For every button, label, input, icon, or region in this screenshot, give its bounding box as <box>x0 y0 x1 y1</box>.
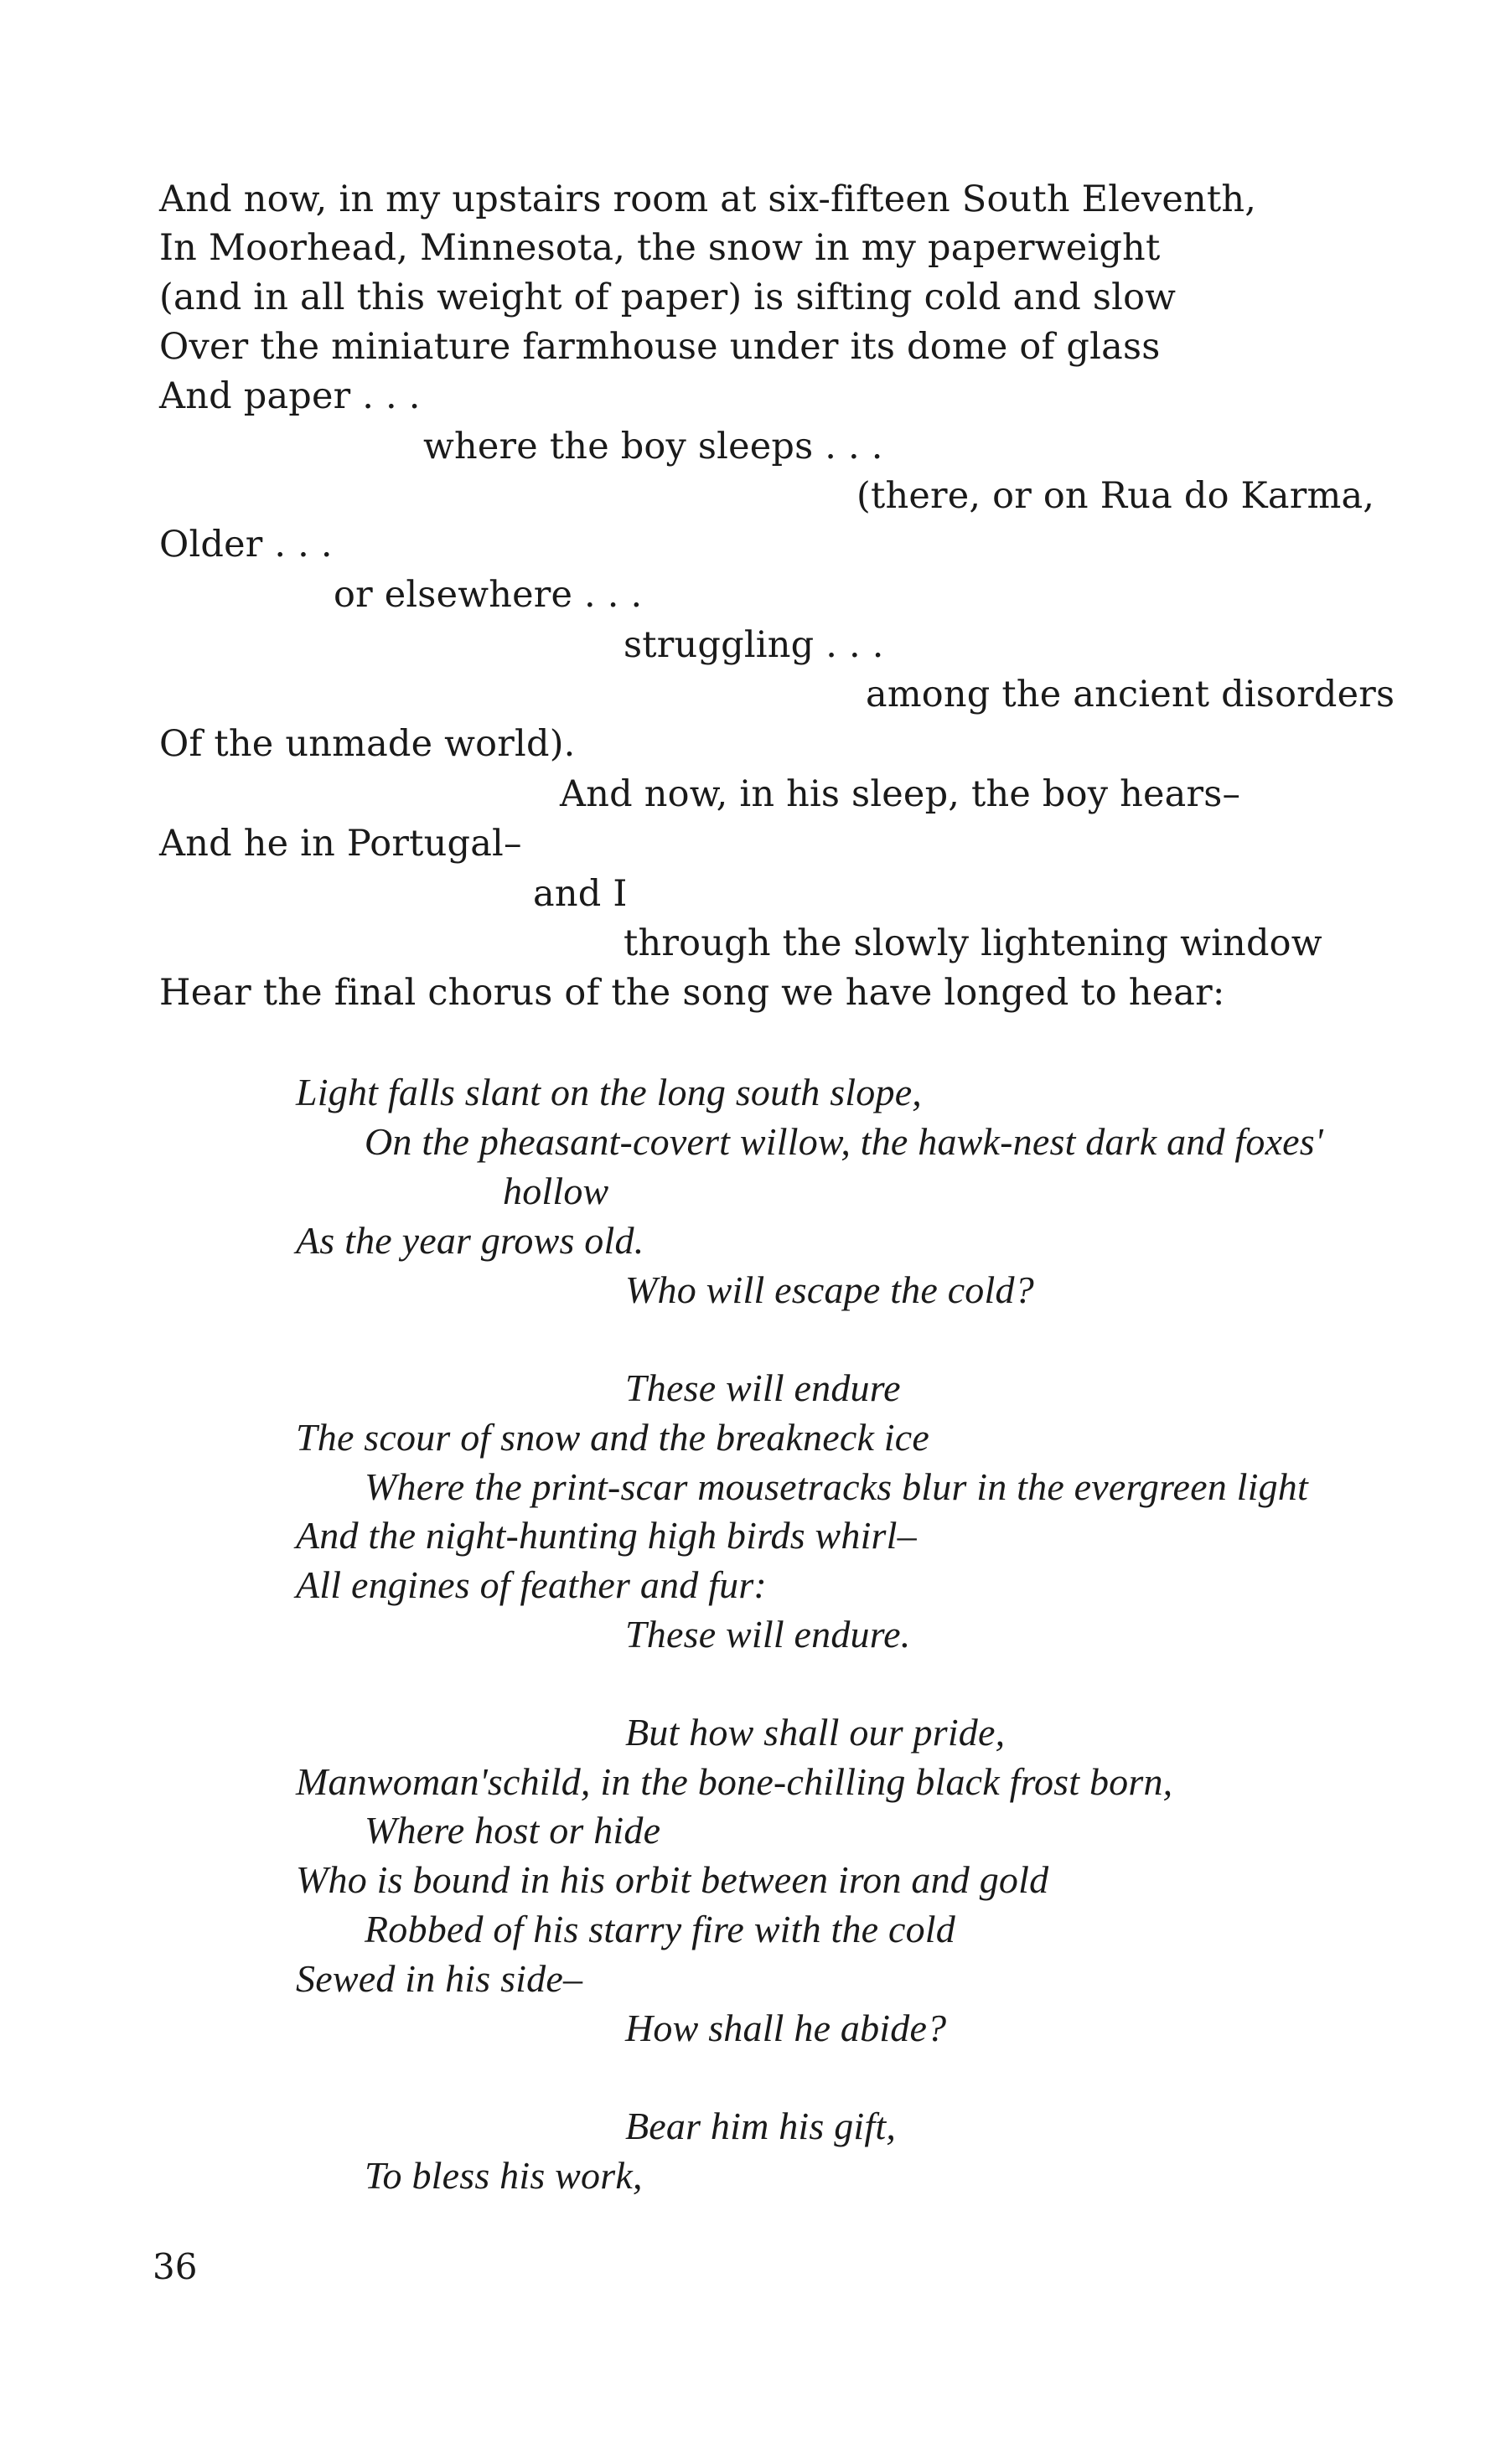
poem-line: Older . . . <box>159 524 333 566</box>
poem-line: or elsewhere . . . <box>334 574 643 616</box>
poem-line: through the slowly lightening window <box>624 922 1322 964</box>
chorus-line: These will endure. <box>625 1613 911 1656</box>
poem-line: (there, or on Rua do Karma, <box>856 475 1375 517</box>
poem-line: And now, in his sleep, the boy hears– <box>560 773 1241 815</box>
poem-line: (and in all this weight of paper) is sifting cold and slow <box>159 276 1177 318</box>
chorus-line: Manwoman'schild, in the bone-chilling black frost born, <box>296 1760 1173 1803</box>
poem-line: Over the miniature farmhouse under its dome of glass <box>159 326 1161 368</box>
poem-line: And paper . . . <box>159 375 421 417</box>
chorus-line: To bless his work, <box>365 2154 643 2197</box>
chorus-line: Robbed of his starry fire with the cold <box>365 1908 955 1950</box>
chorus-line: Where host or hide <box>365 1809 661 1852</box>
chorus-line: Where the print-scar mousetracks blur in the evergreen light <box>365 1465 1308 1508</box>
chorus-line: Bear him his gift, <box>625 2105 897 2147</box>
chorus-line: The scour of snow and the breakneck ice <box>296 1416 929 1459</box>
chorus-line: All engines of feather and fur: <box>296 1563 767 1606</box>
poem-line: Of the unmade world). <box>159 723 576 765</box>
poem-line: Hear the final chorus of the song we have longed to hear: <box>159 972 1225 1014</box>
chorus-line: How shall he abide? <box>625 2007 947 2049</box>
poem-line: where the boy sleeps . . . <box>423 426 883 467</box>
chorus-line: On the pheasant-covert willow, the hawk-nest dark and foxes' <box>365 1120 1323 1163</box>
poem-line: In Moorhead, Minnesota, the snow in my paperweight <box>159 227 1161 269</box>
poem-line: and I <box>533 873 628 915</box>
chorus-line: These will endure <box>625 1366 901 1409</box>
poem-line: among the ancient disorders <box>866 674 1395 715</box>
chorus-line: Light falls slant on the long south slope, <box>296 1071 923 1113</box>
poem-line: struggling . . . <box>624 624 884 666</box>
page-number: 36 <box>153 2246 198 2287</box>
poem-line: And now, in my upstairs room at six-fifteen South Eleventh, <box>159 178 1257 220</box>
chorus-line: Who is bound in his orbit between iron and gold <box>296 1858 1049 1901</box>
chorus-line: hollow <box>503 1170 609 1212</box>
chorus-line: And the night-hunting high birds whirl– <box>296 1514 917 1557</box>
chorus-line: Sewed in his side– <box>296 1957 583 2000</box>
chorus-line: Who will escape the cold? <box>625 1268 1034 1311</box>
chorus-line: But how shall our pride, <box>625 1711 1006 1754</box>
poem-line: And he in Portugal– <box>159 823 522 865</box>
chorus-line: As the year grows old. <box>296 1219 644 1262</box>
